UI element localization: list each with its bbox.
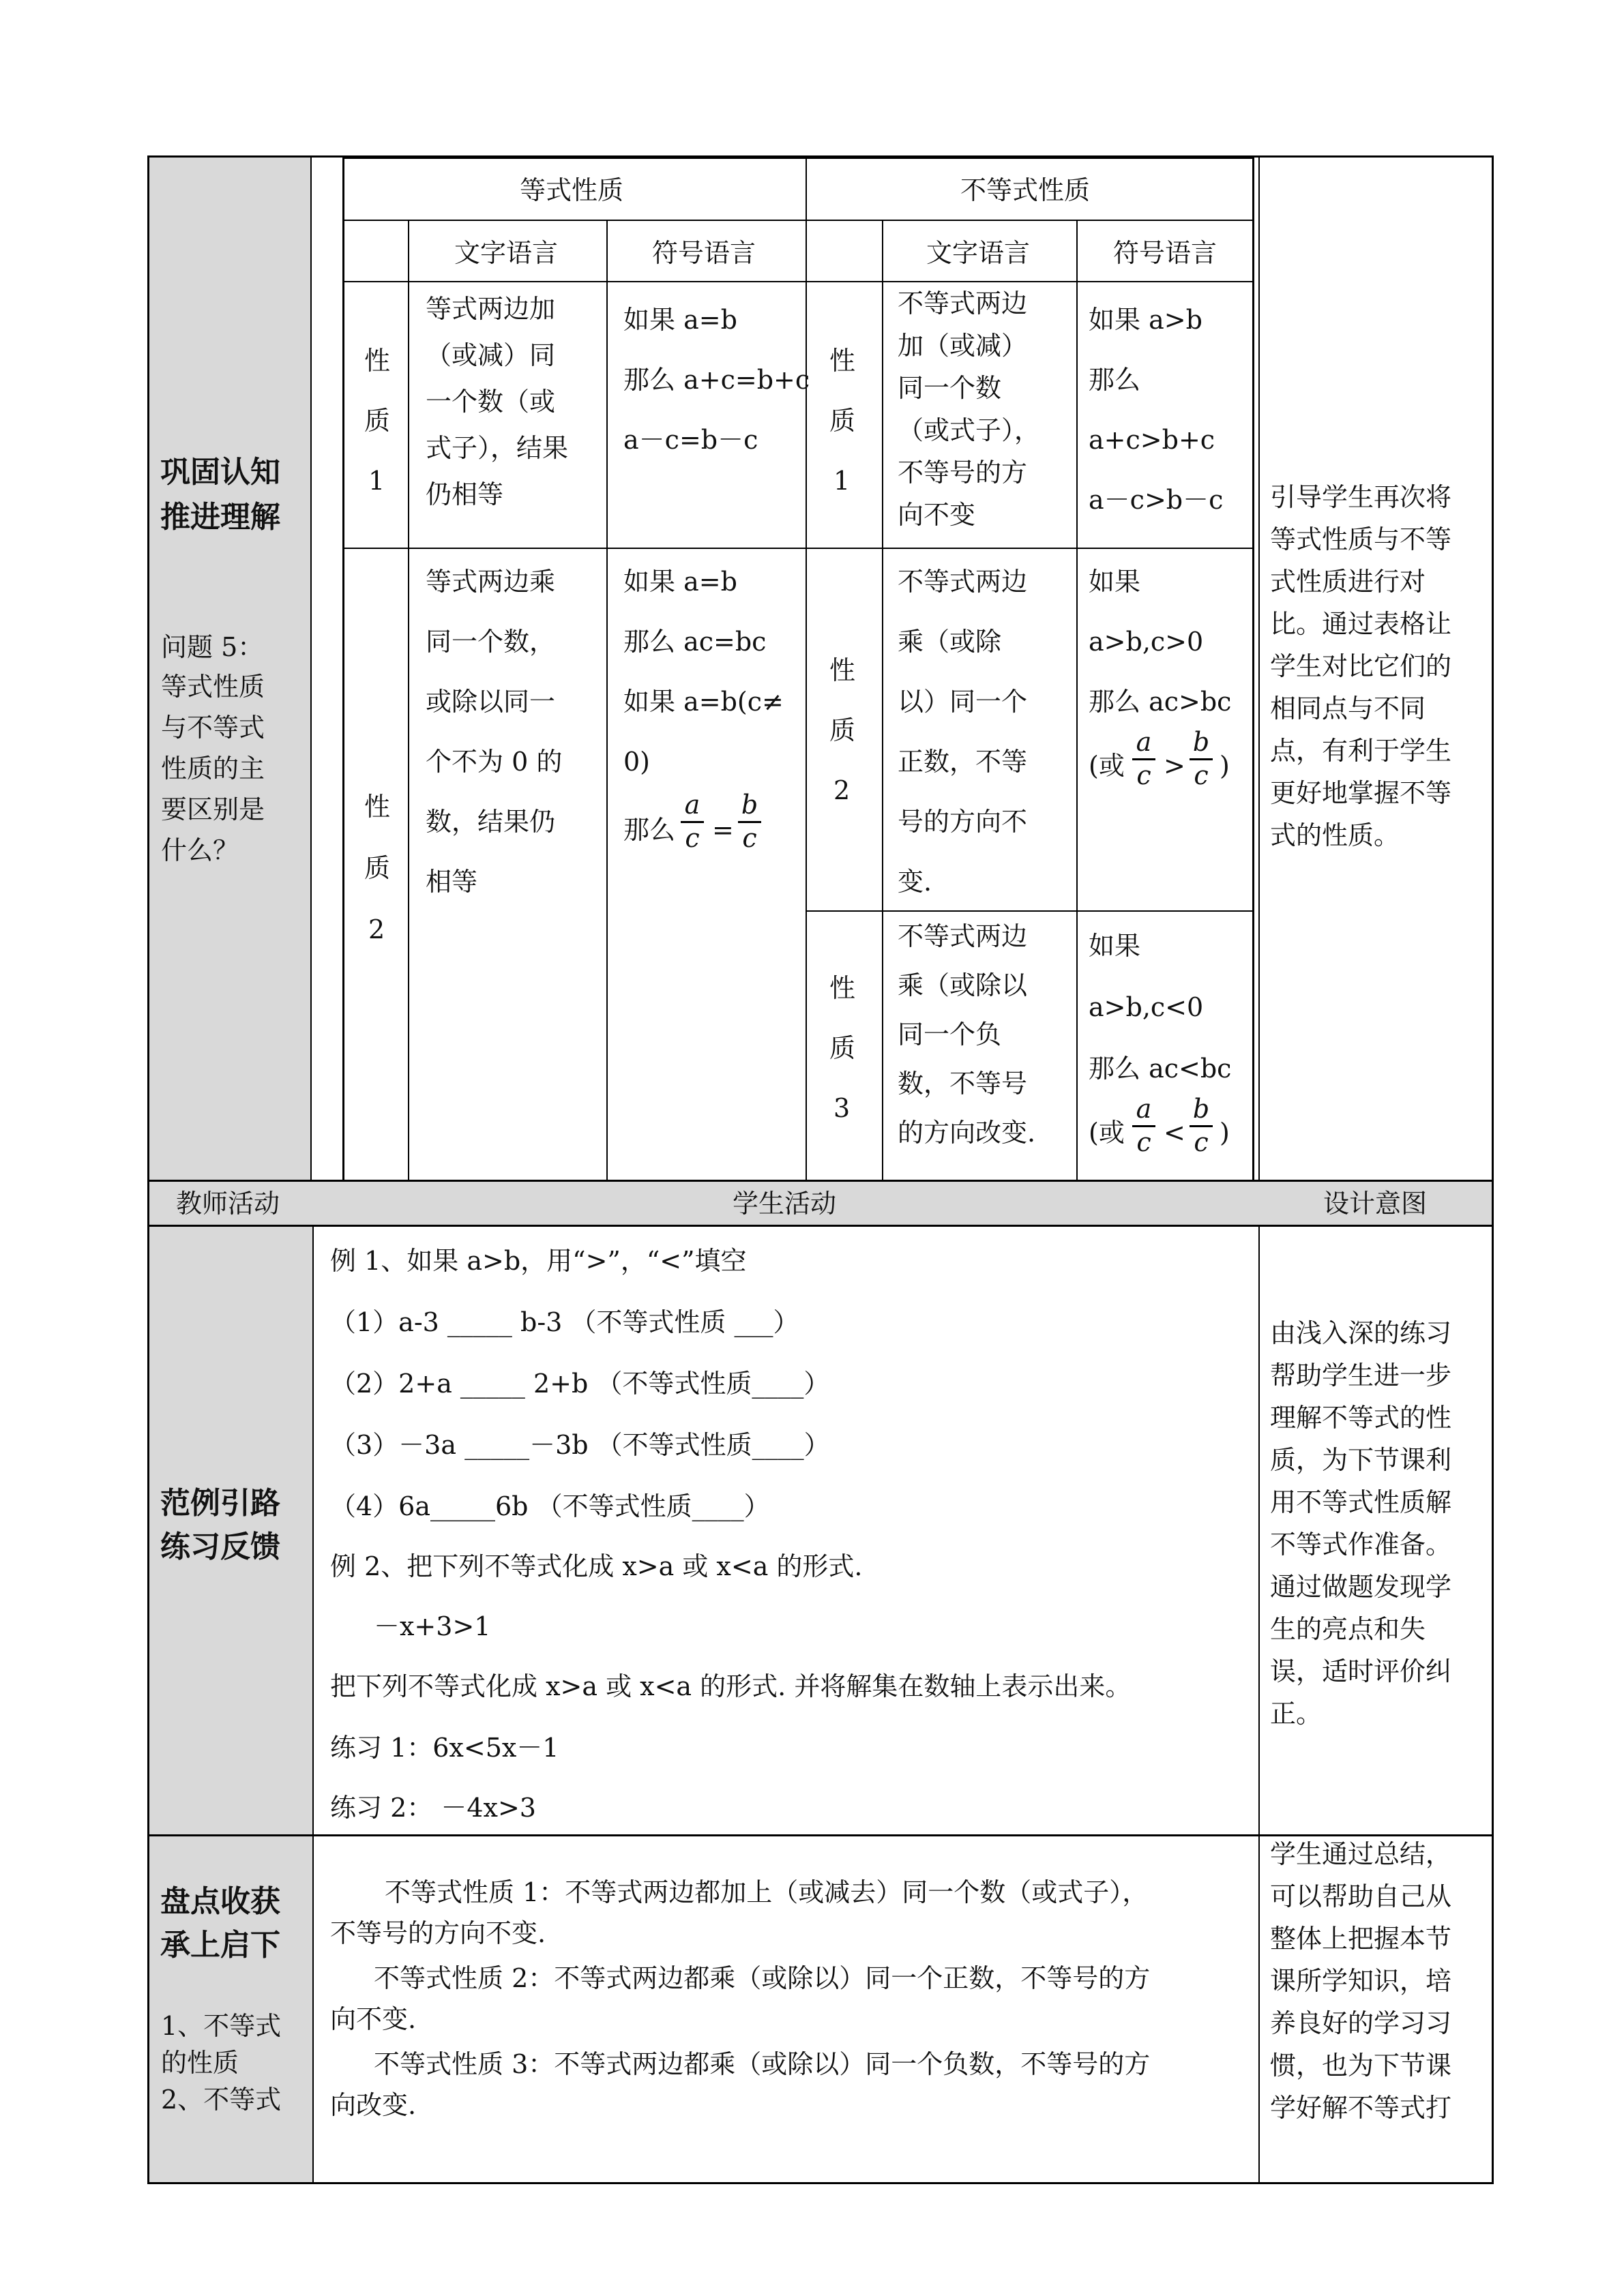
- student-activity-header: 学生活动: [733, 1189, 837, 1219]
- section1-heading-line2: 推进理解: [160, 500, 280, 535]
- fraction-b-over-c: b c: [1190, 728, 1213, 790]
- section1-heading-line1: 巩固认知: [160, 455, 280, 490]
- less-than-sign: <: [1164, 1118, 1185, 1148]
- ineq-properties-header: 不等式性质: [960, 175, 1091, 205]
- fraction-a-over-c: a c: [681, 791, 704, 853]
- design-intent-header: 设计意图: [1323, 1189, 1428, 1219]
- section1-left-shade: [149, 155, 310, 1181]
- fraction-a-over-c: a c: [1132, 1095, 1155, 1157]
- fraction-b-over-c: b c: [1190, 1095, 1213, 1157]
- equals-sign: =: [712, 815, 734, 845]
- ineq-col-text-header: 文字语言: [926, 238, 1031, 268]
- fraction-b-over-c: b c: [738, 791, 761, 853]
- eq-col-symbol-header: 符号语言: [652, 238, 756, 268]
- section2-heading-line2: 练习反馈: [160, 1530, 280, 1564]
- fraction-a-over-c: a c: [1132, 728, 1155, 790]
- section3-heading-line1: 盘点收获: [160, 1884, 280, 1919]
- ineq-col-symbol-header: 符号语言: [1113, 238, 1217, 268]
- section2-heading-line1: 范例引路: [160, 1486, 280, 1521]
- eq-col-text-header: 文字语言: [454, 238, 559, 268]
- teacher-activity-header: 教师活动: [176, 1189, 280, 1219]
- eq-properties-header: 等式性质: [520, 175, 624, 205]
- section3-heading-line2: 承上启下: [160, 1928, 280, 1963]
- greater-than-sign: >: [1164, 751, 1185, 781]
